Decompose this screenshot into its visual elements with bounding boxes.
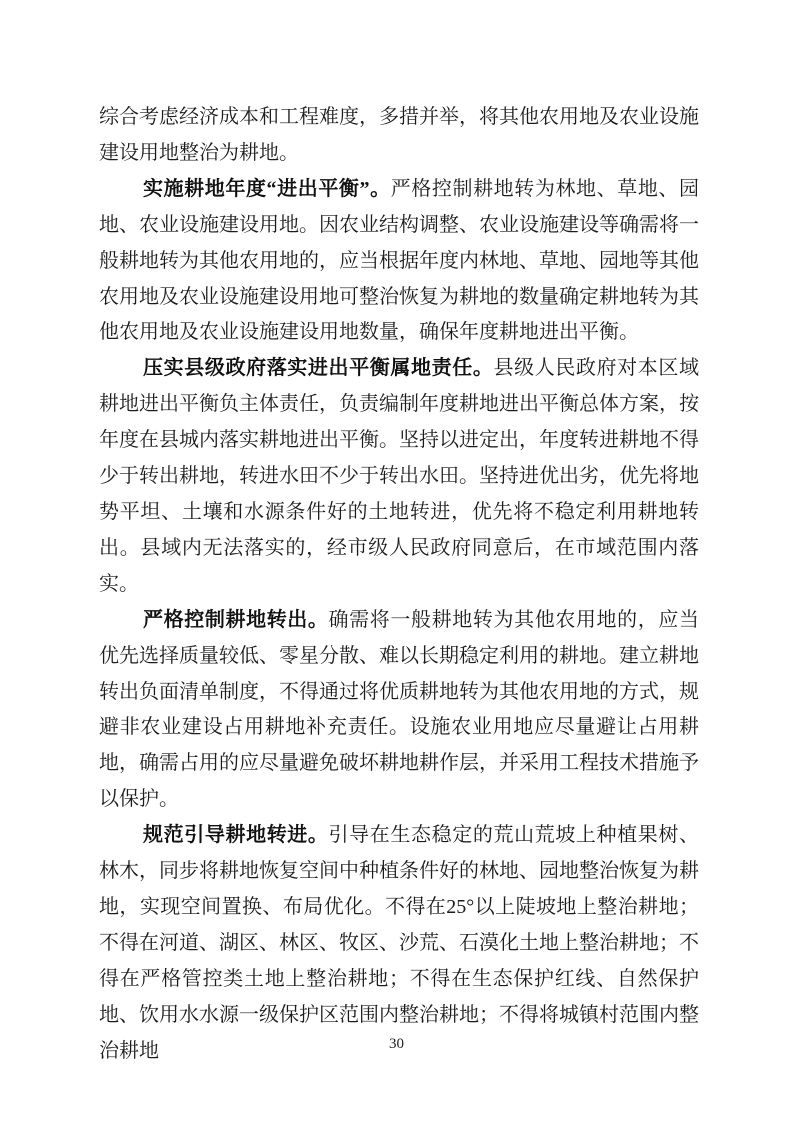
paragraph (99, 818, 699, 1069)
paragraph-continuation (99, 100, 699, 172)
paragraph-text: 综合考虑经济成本和工程难度，多措并举，将其他农用地及农业设施建设用地整治为耕地。 (99, 106, 699, 164)
paragraph-text: 引导在生态稳定的荒山荒坡上种植果树、林木，同步将耕地恢复空间中种植条件好的林地、园地整治恢复为耕地，实现空间置换、布局优化。不得在25°以上陡坡地上整治耕地；不得在河道、湖区、林区、牧区、沙荒、石漠化土地上整治耕地；不得在严格管控类土地上整治耕地；不得在生态保护红线、自然保护地、饮用水水源一级保护区范围内整治耕地；不得将城镇村范围内整治耕地 (99, 824, 700, 1062)
paragraph-lead: 规范引导耕地转进。 (143, 824, 329, 847)
paragraph (99, 603, 699, 818)
paragraph-lead: 实施耕地年度“进出平衡”。 (143, 177, 391, 200)
page-number: 30 (389, 1036, 404, 1052)
paragraph-lead: 严格控制耕地转出。 (143, 608, 329, 631)
paragraph (99, 351, 699, 602)
paragraph-text: 严格控制耕地转为林地、草地、园地、农业设施建设用地。因农业结构调整、农业设施建设等确需将一般耕地转为其他农用地的，应当根据年度内林地、草地、园地等其他农用地及农业设施建设用地可整治恢复为耕地的数量确定耕地转为其他农用地及农业设施建设用地数量，确保年度耕地进出平衡。 (99, 177, 700, 344)
document-body (99, 100, 699, 1069)
paragraph-text: 确需将一般耕地转为其他农用地的，应当优先选择质量较低、零星分散、难以长期稳定利用的耕地。建立耕地转出负面清单制度，不得通过将优质耕地转为其他农用地的方式，规避非农业建设占用耕地补充责任。设施农业用地应尽量避让占用耕地，确需占用的应尽量避免破坏耕地耕作层，并采用工程技术措施予以保护。 (99, 608, 700, 811)
paragraph-lead: 压实县级政府落实进出平衡属地责任。 (143, 357, 494, 380)
paragraph-text: 县级人民政府对本区域耕地进出平衡负主体责任，负责编制年度耕地进出平衡总体方案，按年度在县城内落实耕地进出平衡。坚持以进定出，年度转进耕地不得少于转出耕地，转进水田不少于转出水田。坚持进优出劣，优先将地势平坦、土壤和水源条件好的土地转进，优先将不稳定利用耕地转出。县域内无法落实的，经市级人民政府同意后，在市域范围内落实。 (99, 357, 700, 595)
paragraph (99, 172, 699, 352)
